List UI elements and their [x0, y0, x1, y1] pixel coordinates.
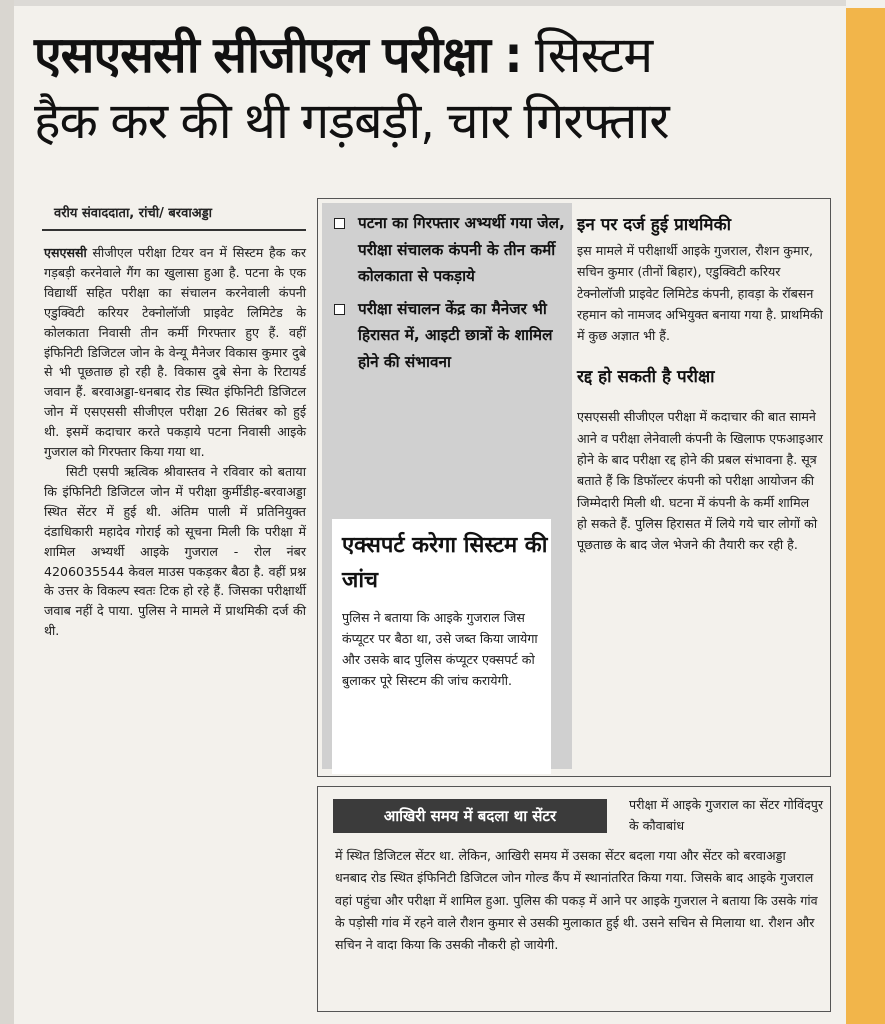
- highlight-item-1: [332, 210, 568, 290]
- left-paragraph-1-text: सीजीएल परीक्षा टियर वन में सिस्टम हैक कर गड़बड़ी करनेवाले गैंग का खुलासा हुआ है. पटना के एक विद्यार्थी सहित परीक्षा का संचालन करनेवाली कंपनी एडुक्विटी करियर टेक्नोलॉजी प्राइवेट लिमिटेड के कोलकाता निवासी तीन कर्मी गिरफ्तार हुए हैं. वहीं इंफिनिटी डिजिटल जोन के वेन्यू मैनेजर विकास कुमार दुबे से भी पूछताछ हो रही है. विकास दुबे सेना के रिटायर्ड जवान हैं. बरवाअड्डा-धनबाद रोड स्थित इंफिनिटी डिजिटल जोन में एसएससी सीजीएल परीक्षा 26 सितंबर को हुई थी. इसमें कदाचार करते पकड़ाये पटना निवासी आइके गुजराल को गिरफ्तार किया गया था.: [44, 245, 306, 460]
- top-rule: [14, 0, 846, 6]
- expert-box-title: एक्सपर्ट करेगा सिस्टम की जांच: [342, 533, 548, 593]
- highlight-text: परीक्षा संचालन केंद्र का मैनेजर भी हिरासत में, आइटी छात्रों के शामिल होने की संभावना: [358, 299, 553, 371]
- adjacent-page-strip: [846, 8, 885, 1024]
- left-column: [44, 243, 306, 641]
- bottom-box-tag: आखिरी समय में बदला था सेंटर: [333, 799, 607, 833]
- bottom-box-text: में स्थित डिजिटल सेंटर था. लेकिन, आखिरी समय में उसका सेंटर बदला गया और सेंटर को बरवाअड्डा धनबाद रोड स्थित इंफिनिटी डिजिटल जोन गोल्ड कैंप में स्थानांतरित किया गया. जिसके बाद आइके गुजराल वहां पहुंचा और परीक्षा में शामिल हुआ. पुलिस की पकड़ में आने पर आइके गुजराल ने बताया कि उसके गांव के पड़ोसी गांव में रहने वाले रौशन कुमार से उसकी मुलाकात हुई थी. उसने सचिन से मिलाया था. रौशन और सचिन ने वादा किया कि उसकी नौकरी हो जायेगी.: [335, 848, 818, 953]
- expert-box-body: पुलिस ने बताया कि आइके गुजराल जिस कंप्यूटर पर बैठा था, उसे जब्त किया जायेगा और उसके बाद पुलिस कंप्यूटर एक्सपर्ट को बुलाकर पूरे सिस्टम की जांच करायेगी.: [342, 610, 538, 688]
- fir-text: इस मामले में परीक्षार्थी आइके गुजराल, रौशन कुमार, सचिन कुमार (तीनों बिहार), एडुक्विटी करियर टेक्नोलॉजी प्राइवेट लिमिटेड कंपनी, हावड़ा के रॉबसन रहमान को नामजद अभियुक्त बनाया गया है. प्राथमिकी में कुछ अज्ञात भी हैं.: [577, 243, 823, 344]
- bottom-box-text-first: परीक्षा में आइके गुजराल का सेंटर गोविंदपुर के कौवाबांध: [629, 797, 824, 833]
- byline: वरीय संवाददाता, रांची/ बरवाअड्डा: [54, 206, 213, 221]
- headline-line1-bold: एसएससी सीजीएल परीक्षा :: [34, 26, 522, 84]
- bullet-square-icon: [334, 304, 345, 315]
- highlight-text: पटना का गिरफ्तार अभ्यर्थी गया जेल, परीक्षा संचालक कंपनी के तीन कर्मी कोलकाता से पकड़ाये: [358, 214, 565, 285]
- lead-word: एसएससी: [44, 245, 87, 260]
- exam-cancel-text: एसएससी सीजीएल परीक्षा में कदाचार की बात सामने आने व परीक्षा लेनेवाली कंपनी के खिलाफ एफआइआर होने के बाद परीक्षा रद्द होने की प्रबल संभावना है. सूत्र बताते हैं कि डिफॉल्टर कंपनी को परीक्षा आयोजन की जिम्मेदारी मिली थी. घटना में कंपनी के कर्मी शामिल हो सकते हैं. पुलिस हिरासत में लिये गये चार लोगों को पूछताछ के बाद जेल भेजने की तैयारी कर रही है.: [577, 409, 823, 553]
- left-paragraph-1: [44, 243, 306, 462]
- page-edge: [0, 0, 14, 1024]
- column-rule: [42, 229, 306, 231]
- subheading-exam-cancel: रद्द हो सकती है परीक्षा: [577, 367, 715, 388]
- subheading-fir: इन पर दर्ज हुई प्राथमिकी: [577, 215, 732, 235]
- bullet-square-icon: [334, 218, 345, 229]
- highlights-list: [332, 210, 568, 381]
- right-column: [577, 210, 823, 556]
- headline: [34, 22, 842, 154]
- left-paragraph-2: सिटी एसपी ऋत्विक श्रीवास्तव ने रविवार को बताया कि इंफिनिटी डिजिटल जोन में परीक्षा कुर्मीडीह-बरवाअड्डा स्थित सेंटर में हुई थी. अंतिम पाली में प्रतिनियुक्त दंडाधिकारी महादेव गोराई को सूचना मिली कि परीक्षा में शामिल अभ्यर्थी आइके गुजराल - रोल नंबर 4206035544 केवल माउस पकड़कर बैठा है. वहीं प्रश्न के उत्तर के विकल्प स्वतः टिक हो रहे हैं. जिसका परीक्षार्थी जवाब नहीं दे पाया. पुलिस ने मामले में प्राथमिकी दर्ज की थी.: [44, 463, 306, 639]
- highlight-item-2: [332, 296, 568, 376]
- headline-line1-rest: सिस्टम: [521, 26, 653, 84]
- headline-line2: हैक कर की थी गड़बड़ी, चार गिरफ्तार: [34, 92, 669, 150]
